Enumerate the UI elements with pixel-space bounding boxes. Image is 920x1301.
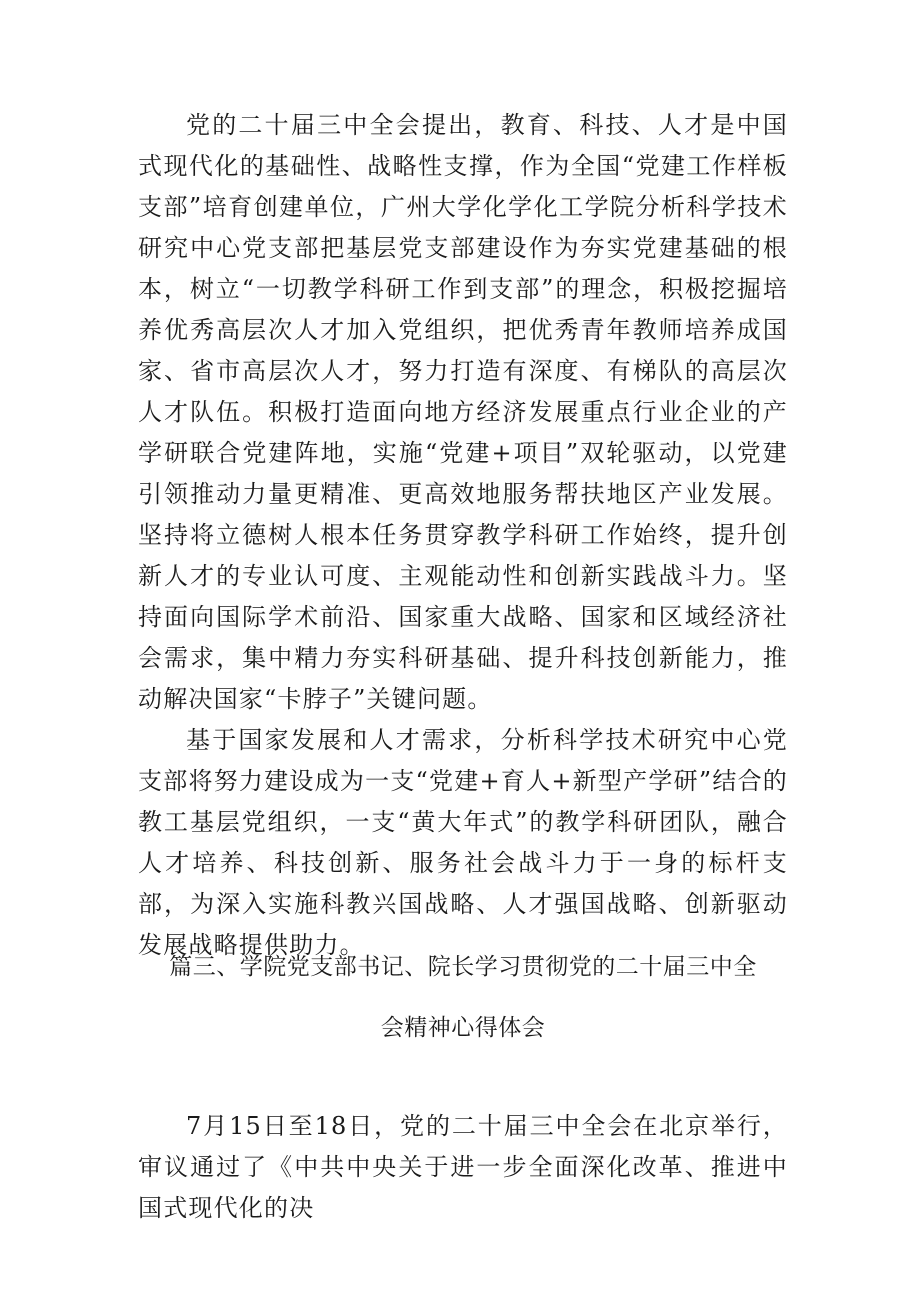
section-body [138,1106,788,1229]
section-paragraph-1: 7月15日至18日，党的二十届三中全会在北京举行，审议通过了《中共中央关于进一步全面深化改革、推进中国式现代化的决 [138,1112,788,1222]
document-body [138,105,788,966]
body-paragraph-2: 基于国家发展和人才需求，分析科学技术研究中心党支部将努力建设成为一支“党建+育人+新型产学研”结合的教工基层党组织，一支“黄大年式”的教学科研团队，融合人才培养、科技创新、服务社会战斗力于一身的标杆支部，为深入实施科教兴国战略、人才强国战略、创新驱动发展战略提供助力。 [138,726,788,959]
section-title-line-2: 会精神心得体会 [380,1015,546,1041]
section-title-line-1: 篇三、学院党支部书记、院长学习贯彻党的二十届三中全 [169,954,757,980]
body-paragraph-1: 党的二十届三中全会提出，教育、科技、人才是中国式现代化的基础性、战略性支撑，作为全国“党建工作样板支部”培育创建单位，广州大学化学化工学院分析科学技术研究中心党支部把基层党支部建设作为夯实党建基础的根本，树立“一切教学科研工作到支部”的理念，积极挖掘培养优秀高层次人才加入党组织，把优秀青年教师培养成国家、省市高层次人才，努力打造有深度、有梯队的高层次人才队伍。积极打造面向地方经济发展重点行业企业的产学研联合党建阵地，实施“党建+项目”双轮驱动，以党建引领推动力量更精准、更高效地服务帮扶地区产业发展。坚持将立德树人根本任务贯穿教学科研工作始终，提升创新人才的专业认可度、主观能动性和创新实践战斗力。坚持面向国际学术前沿、国家重大战略、国家和区域经济社会需求，集中精力夯实科研基础、提升科技创新能力，推动解决国家“卡脖子”关键问题。 [138,111,788,713]
